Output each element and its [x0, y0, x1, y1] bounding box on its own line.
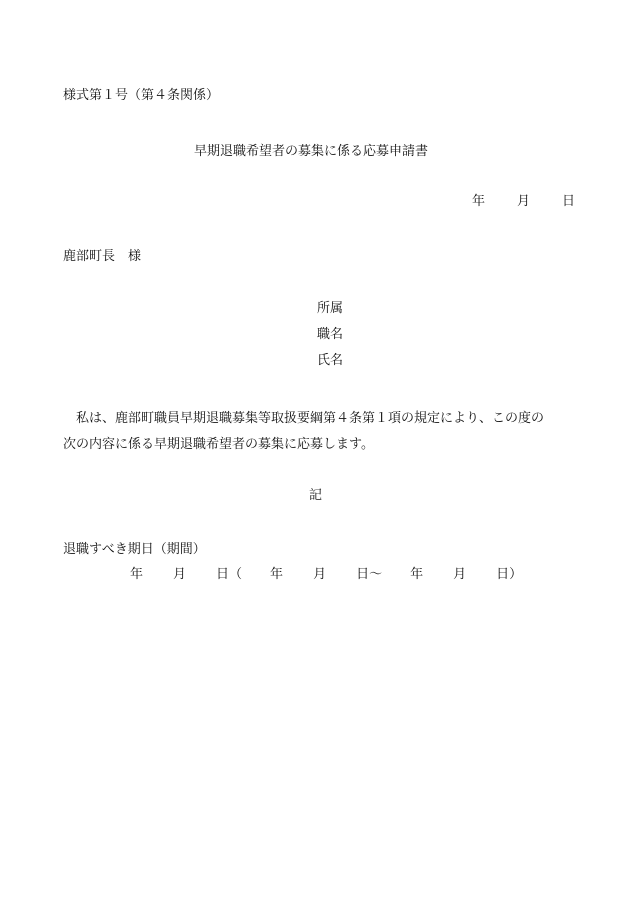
form-number: 様式第１号（第４条関係）: [63, 88, 220, 103]
submission-date: [472, 194, 575, 210]
retire-month: 月: [173, 567, 187, 582]
date-day-label: 日: [562, 194, 576, 209]
from-year: 年: [270, 567, 284, 582]
document-title: 早期退職希望者の募集に係る応募申請書: [194, 144, 429, 159]
application-statement: [63, 406, 573, 458]
retirement-period-range: [130, 567, 522, 583]
affiliation-label: 所属: [317, 301, 344, 316]
retire-day: 日（: [216, 567, 243, 582]
to-day: 日）: [496, 567, 523, 582]
statement-line-1: 私は、鹿部町職員早期退職募集等取扱要綱第４条第１項の規定により、この度の: [63, 411, 545, 426]
statement-line-2: 次の内容に係る早期退職希望者の募集に応募します。: [63, 437, 374, 452]
to-year: 年: [410, 567, 424, 582]
date-year-label: 年: [472, 194, 486, 209]
applicant-fields: [317, 301, 343, 379]
position-label: 職名: [317, 327, 344, 342]
retirement-period-label: 退職すべき期日（期間）: [63, 542, 206, 557]
note-mark: 記: [309, 488, 323, 503]
addressee: 鹿部町長 様: [63, 249, 142, 264]
name-label: 氏名: [317, 353, 344, 368]
date-month-label: 月: [517, 194, 531, 209]
to-month: 月: [453, 567, 467, 582]
from-day: 日～: [356, 567, 383, 582]
retire-year: 年: [130, 567, 144, 582]
from-month: 月: [313, 567, 327, 582]
